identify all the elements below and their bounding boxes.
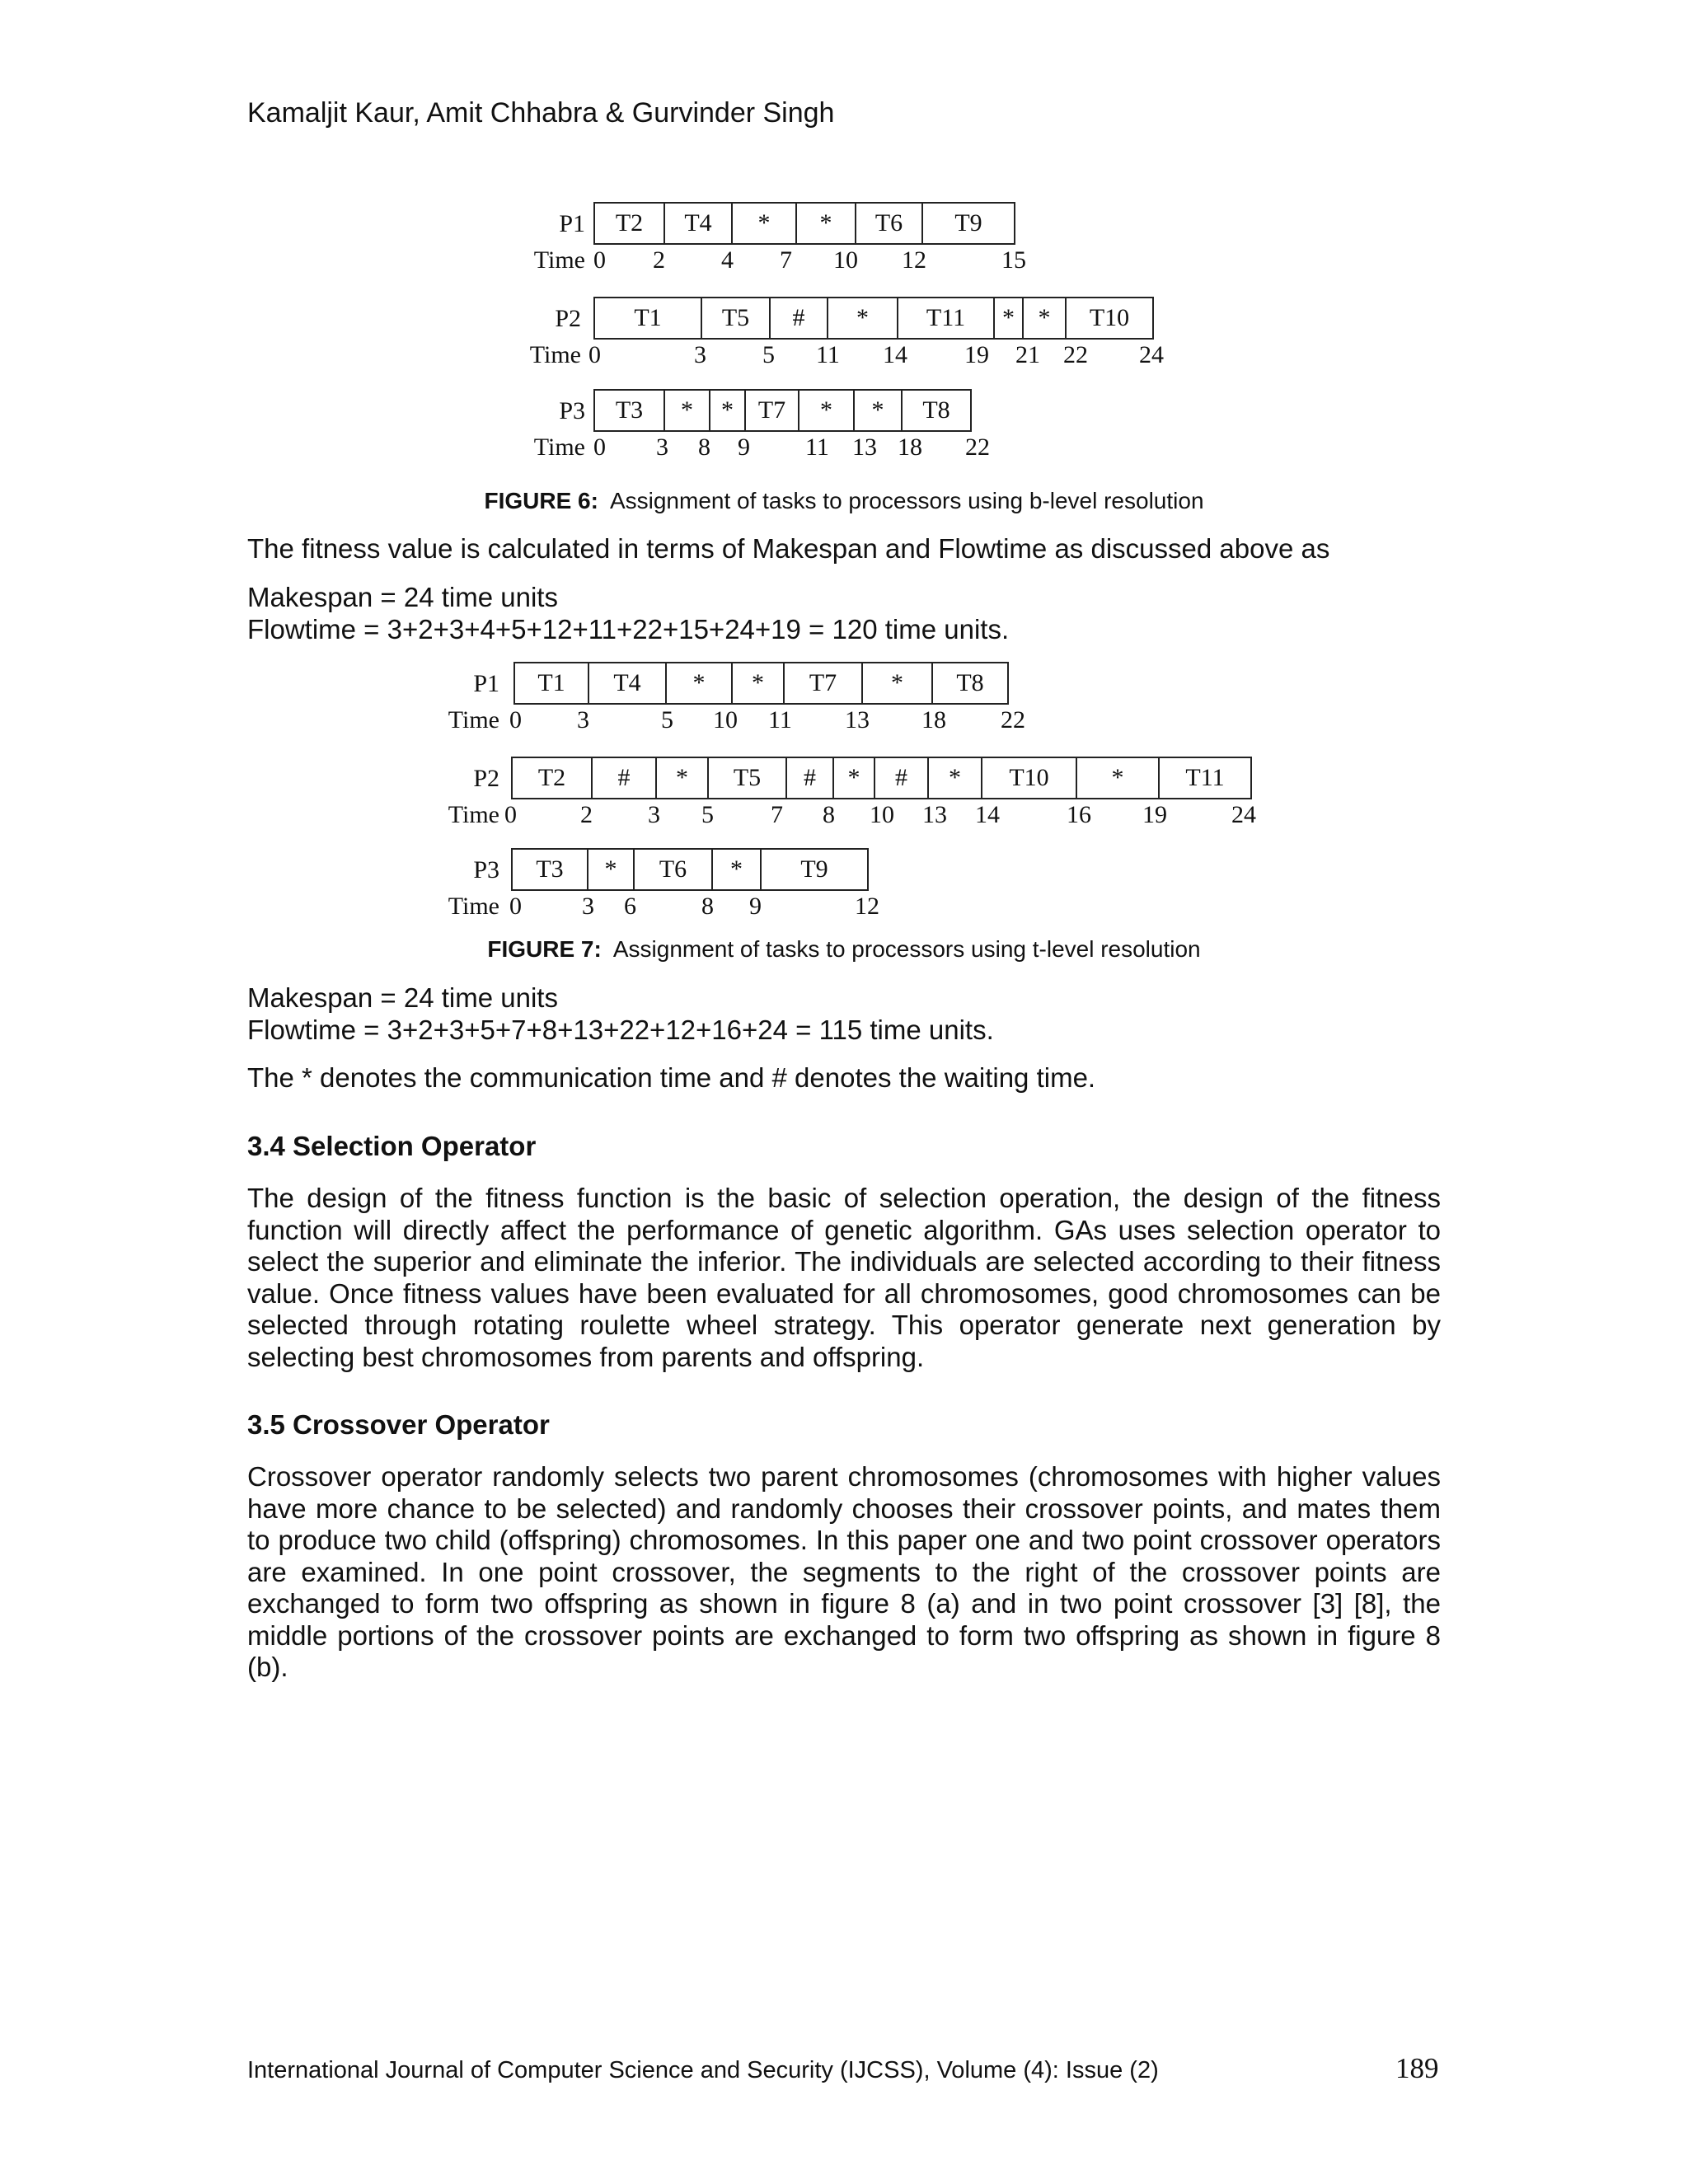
time-tick: 7 [771, 801, 783, 828]
task-cell-t2: T2 [593, 202, 665, 245]
time-tick: 13 [922, 801, 947, 828]
waiting-cell: # [591, 757, 657, 799]
communication-cell: * [861, 662, 933, 705]
task-cell-t10: T10 [1065, 297, 1154, 340]
communication-cell: * [665, 662, 733, 705]
task-cell-t1: T1 [513, 662, 589, 705]
task-cell-t3: T3 [593, 389, 665, 432]
time-tick: 9 [738, 434, 750, 461]
processor-label-p3: P3 [473, 856, 499, 883]
communication-cell: * [795, 202, 856, 245]
time-tick: 6 [624, 893, 636, 920]
flowtime-b-level: Flowtime = 3+2+3+4+5+12+11+22+15+24+19 = 120 time units. [247, 613, 1010, 644]
communication-cell: * [655, 757, 709, 799]
footer-journal: International Journal of Computer Science and Security (IJCSS), Volume (4): Issue (2) [247, 2057, 1159, 2083]
time-tick: 3 [582, 893, 594, 920]
time-tick: 3 [656, 434, 668, 461]
time-tick: 24 [1231, 801, 1256, 828]
task-cell-t2: T2 [511, 757, 593, 799]
time-tick: 22 [1063, 341, 1088, 368]
communication-cell: * [731, 662, 785, 705]
waiting-cell: # [785, 757, 834, 799]
task-cell-t3: T3 [511, 848, 588, 891]
time-axis-label: Time [448, 801, 499, 828]
time-axis-label: Time [448, 706, 499, 733]
time-tick: 19 [964, 341, 989, 368]
time-tick: 4 [721, 246, 734, 274]
communication-cell: * [927, 757, 982, 799]
figure-6-caption-text: Assignment of tasks to processors using b-level resolution [609, 488, 1204, 513]
time-tick: 14 [883, 341, 907, 368]
section-3-5-body: Crossover operator randomly selects two parent chromosomes (chromosomes with higher values have more chance to be selected) and randomly chooses their crossover points, and mates them to produce two child (offspring) chromosomes. In this paper one and two point crossover operators are examined. In one point crossover, the segments to the right of the crossover points are exchanged to form two offspring as shown in figure 8 (a) and in two point crossover [3] [8], the middle portions of the crossover points are exchanged to form two offspring as shown in figure 8 (b). [247, 1461, 1441, 1682]
task-cell-t8: T8 [931, 662, 1009, 705]
time-tick: 0 [504, 801, 517, 828]
communication-cell: * [731, 202, 797, 245]
task-cell-t11: T11 [897, 297, 995, 340]
time-tick: 24 [1139, 341, 1164, 368]
task-cell-t9: T9 [921, 202, 1015, 245]
time-tick: 8 [698, 434, 710, 461]
task-cell-t9: T9 [760, 848, 869, 891]
communication-cell: * [709, 389, 746, 432]
time-tick: 5 [661, 706, 673, 733]
time-tick: 8 [823, 801, 835, 828]
time-tick: 22 [1001, 706, 1025, 733]
running-header: Kamaljit Kaur, Amit Chhabra & Gurvinder Singh [247, 97, 835, 129]
task-cell-t1: T1 [593, 297, 702, 340]
time-tick: 3 [694, 341, 706, 368]
time-tick: 0 [593, 246, 606, 274]
time-tick: 14 [975, 801, 1000, 828]
task-cell-t5: T5 [707, 757, 787, 799]
time-tick: 2 [653, 246, 665, 274]
time-tick: 13 [845, 706, 870, 733]
communication-cell: * [711, 848, 762, 891]
time-tick: 21 [1015, 341, 1040, 368]
time-axis-label: Time [533, 434, 585, 461]
communication-cell: * [1022, 297, 1067, 340]
time-tick: 3 [648, 801, 660, 828]
time-tick: 3 [577, 706, 589, 733]
waiting-cell: # [769, 297, 828, 340]
time-tick: 19 [1142, 801, 1167, 828]
time-axis-label: Time [448, 893, 499, 920]
page-number: 189 [1395, 2052, 1439, 2084]
makespan-b-level: Makespan = 24 time units [247, 582, 558, 612]
communication-cell: * [853, 389, 903, 432]
figure-7-caption [247, 936, 1441, 963]
processor-label-p3: P3 [559, 397, 585, 424]
task-cell-t6: T6 [855, 202, 923, 245]
time-tick: 12 [902, 246, 926, 274]
task-cell-t7: T7 [783, 662, 863, 705]
task-cell-t10: T10 [981, 757, 1077, 799]
section-3-5-heading: 3.5 Crossover Operator [247, 1409, 550, 1440]
figure-7-caption-text: Assignment of tasks to processors using t-level resolution [612, 936, 1201, 962]
time-tick: 10 [713, 706, 738, 733]
time-tick: 18 [921, 706, 946, 733]
task-cell-t5: T5 [701, 297, 771, 340]
time-tick: 5 [701, 801, 714, 828]
makespan-t-level: Makespan = 24 time units [247, 982, 558, 1013]
communication-cell: * [587, 848, 635, 891]
communication-cell: * [827, 297, 898, 340]
task-cell-t6: T6 [633, 848, 713, 891]
communication-cell: * [832, 757, 875, 799]
time-tick: 0 [588, 341, 601, 368]
time-tick: 0 [509, 706, 522, 733]
time-tick: 15 [1001, 246, 1026, 274]
communication-cell: * [798, 389, 855, 432]
time-tick: 7 [780, 246, 792, 274]
communication-cell: * [1076, 757, 1160, 799]
time-tick: 2 [580, 801, 593, 828]
processor-label-p1: P1 [559, 210, 585, 237]
time-tick: 0 [593, 434, 606, 461]
time-axis-label: Time [533, 246, 585, 274]
time-tick: 9 [749, 893, 762, 920]
time-tick: 10 [833, 246, 858, 274]
time-tick: 22 [965, 434, 990, 461]
time-tick: 10 [870, 801, 894, 828]
communication-cell: * [993, 297, 1024, 340]
time-tick: 18 [898, 434, 922, 461]
flowtime-t-level: Flowtime = 3+2+3+5+7+8+13+22+12+16+24 = 115 time units. [247, 1014, 994, 1045]
task-cell-t7: T7 [744, 389, 799, 432]
time-axis-label: Time [529, 341, 581, 368]
time-tick: 0 [509, 893, 522, 920]
task-cell-t4: T4 [663, 202, 733, 245]
section-3-4-heading: 3.4 Selection Operator [247, 1131, 537, 1161]
waiting-cell: # [874, 757, 929, 799]
task-cell-t11: T11 [1158, 757, 1252, 799]
time-tick: 11 [805, 434, 829, 461]
time-tick: 11 [816, 341, 840, 368]
task-cell-t8: T8 [901, 389, 972, 432]
time-tick: 13 [852, 434, 877, 461]
result-t-level [247, 982, 1441, 1046]
processor-label-p2: P2 [555, 305, 581, 332]
task-cell-t4: T4 [588, 662, 667, 705]
legend-note: The * denotes the communication time and # denotes the waiting time. [247, 1062, 1096, 1093]
time-tick: 12 [855, 893, 879, 920]
time-tick: 11 [768, 706, 792, 733]
communication-cell: * [663, 389, 710, 432]
time-tick: 16 [1067, 801, 1091, 828]
time-tick: 5 [762, 341, 775, 368]
figure-7-caption-label: FIGURE 7: [487, 936, 602, 962]
fitness-intro-text: The fitness value is calculated in terms of Makespan and Flowtime as discussed above as [247, 533, 1330, 564]
time-tick: 8 [701, 893, 714, 920]
section-3-4-body: The design of the fitness function is the basic of selection operation, the design of the fitness function will directly affect the performance of genetic algorithm. GAs uses selection operator to select the superior and eliminate the inferior. The individuals are selected according to their fitness value. Once fitness values have been evaluated for all chromosomes, good chromosomes can be selected through rotating roulette wheel strategy. This operator generate next generation by selecting best chromosomes from parents and offspring. [247, 1183, 1441, 1372]
figure-6-caption-label: FIGURE 6: [484, 488, 598, 513]
figure-7-gantt-chart [0, 0, 1688, 948]
processor-label-p1: P1 [473, 670, 499, 697]
processor-label-p2: P2 [473, 765, 499, 792]
